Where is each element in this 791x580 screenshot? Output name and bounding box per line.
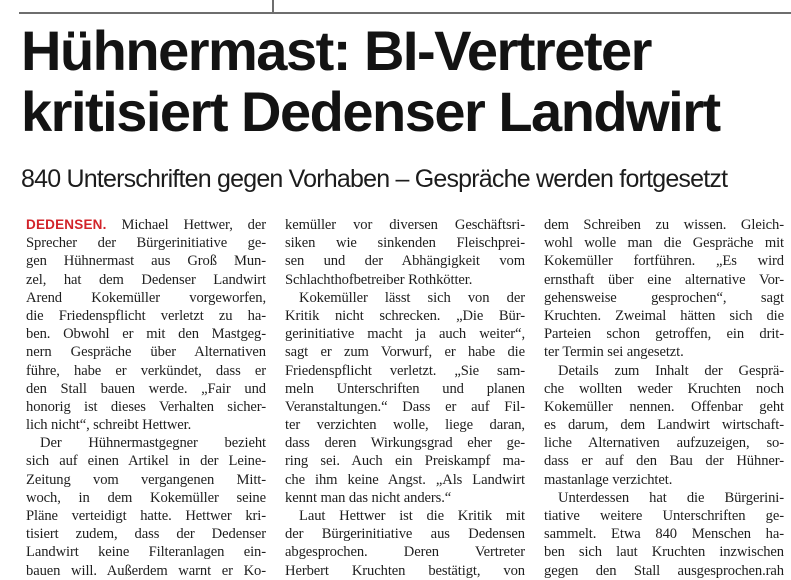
article-line: Details zum Inhalt der Gesprä- bbox=[558, 362, 784, 379]
article-line: ernsthaft über eine alternative Vor- bbox=[544, 271, 784, 288]
paragraph bbox=[285, 216, 525, 289]
article-line: zel, hat dem Dedenser Landwirt bbox=[26, 271, 266, 288]
top-rule bbox=[19, 12, 791, 14]
article-line: wohl wolle man die Gespräche mit bbox=[544, 235, 784, 252]
article-line: gerinitiative macht ja auch weiter“, bbox=[285, 326, 525, 343]
paragraph bbox=[26, 216, 266, 434]
article-line: mastanlage verzichtet. bbox=[544, 471, 673, 488]
article-line: Parteien schon getroffen, ein drit- bbox=[544, 326, 784, 343]
headline bbox=[21, 20, 720, 142]
paragraph bbox=[285, 289, 525, 507]
paragraph bbox=[544, 362, 784, 489]
article-line: Veranstaltungen.“ Dass er auf Fil- bbox=[285, 398, 525, 415]
article-line: che ihm keine Angst. „Als Landwirt bbox=[285, 471, 525, 488]
paragraph bbox=[544, 489, 784, 580]
article-line: Landwirt keine Filteranlagen ein- bbox=[26, 544, 266, 561]
article-line: Pläne verteidigt hatte. Hettwer kri- bbox=[26, 508, 266, 524]
article-line: Sprecher der Bürgerinitiative ge- bbox=[26, 235, 266, 252]
article-line: den Stall bauen werde. „Fair und bbox=[26, 380, 266, 397]
article-line: ben. Obwohl er mit den Mastgeg- bbox=[26, 326, 266, 343]
article-line: tiative weitere Unterschriften ge- bbox=[544, 508, 784, 524]
headline-line-1: Hühnermast: BI-Vertreter bbox=[21, 19, 651, 82]
paragraph bbox=[544, 216, 784, 362]
article-line: gehensweise gesprochen“, sagt bbox=[544, 289, 784, 306]
article-line: meln Unterschriften und planen bbox=[285, 380, 525, 397]
article-line: sich auf einen Artikel in der Leine- bbox=[26, 453, 266, 470]
article-line: ter Termin sei angesetzt. bbox=[544, 344, 684, 361]
article-line: gegen den Stall ausgesprochen.rah bbox=[544, 562, 784, 579]
article-line: Kokemüller lässt sich von der bbox=[299, 289, 525, 306]
article-line: kemüller vor diversen Geschäftsri- bbox=[285, 217, 525, 233]
article-line: Unterdessen hat die Bürgerini- bbox=[558, 489, 784, 506]
article-columns bbox=[26, 216, 784, 580]
article-column bbox=[285, 216, 525, 580]
article-line: nern Gespräche über Alternativen bbox=[26, 344, 266, 361]
article-line: woch, in dem Kokemüller seine bbox=[26, 489, 266, 506]
article-line: DEDENSEN. Michael Hettwer, der bbox=[26, 217, 266, 233]
article-line: sen und der Abhängigkeit vom bbox=[285, 253, 525, 270]
paragraph bbox=[285, 507, 525, 580]
article-line: Laut Hettwer ist die Kritik mit bbox=[299, 508, 525, 524]
article-line: liche Alternativen aufzuzeigen, so- bbox=[544, 435, 784, 452]
article-line: Herbert Kruchten bestätigt, von bbox=[285, 562, 525, 579]
article-line: dass deren Wirkungsgrad eher ge- bbox=[285, 435, 525, 452]
article-line: gen Hühnermast aus Groß Mun- bbox=[26, 253, 266, 270]
article-line: abgesprochen. Deren Vertreter bbox=[285, 544, 525, 561]
article-line: führe, habe er verkündet, dass er bbox=[26, 362, 266, 379]
article-line: Schlachthofbetreiber Rothkötter. bbox=[285, 271, 473, 288]
article-line: lich nicht“, schreibt Hettwer. bbox=[26, 417, 192, 434]
article-line: Kruchten. Zweimal hätten sich die bbox=[544, 307, 784, 324]
subheadline: 840 Unterschriften gegen Vorhaben – Gespräche werden fortgesetzt bbox=[21, 165, 728, 193]
article-line: dem Schreiben zu wissen. Gleich- bbox=[544, 217, 784, 233]
article-line: ben sich laut Kruchten inzwischen bbox=[544, 544, 784, 561]
article-line: Kokemüller nennen. Offenbar geht bbox=[544, 398, 784, 415]
headline-line-2: kritisiert Dedenser Landwirt bbox=[21, 80, 720, 143]
article-line: Der Hühnermastgegner bezieht bbox=[40, 435, 266, 452]
article-line: ring sei. Auch ein Preiskampf ma- bbox=[285, 453, 525, 470]
article-line: sagt er zum Vorwurf, er habe die bbox=[285, 344, 525, 361]
article-column bbox=[26, 216, 266, 580]
article-line: bauen will. Außerdem warnt er Ko- bbox=[26, 562, 266, 579]
article-line: es darum, dem Landwirt wirtschaft- bbox=[544, 417, 784, 434]
article-line: Kokemüller fortführen. „Es wird bbox=[544, 253, 784, 270]
article-line: Arend Kokemüller vorgeworfen, bbox=[26, 289, 266, 306]
article-line: Friedenspflicht verletzt. „Sie sam- bbox=[285, 362, 525, 379]
article-line: honorig ist dieses Verhalten sicher- bbox=[26, 398, 266, 415]
article-line: kennt man das nicht anders.“ bbox=[285, 489, 452, 506]
article-line: siken wie sinkenden Fleischprei- bbox=[285, 235, 525, 252]
article-line: der Bürgerinitiative aus Dedensen bbox=[285, 526, 525, 543]
article-line: tisiert zudem, dass der Dedenser bbox=[26, 526, 266, 543]
article-column bbox=[544, 216, 784, 580]
article-line: che wollten weder Kruchten noch bbox=[544, 380, 784, 397]
article-line: die Friedenspflicht verletzt zu ha- bbox=[26, 307, 266, 324]
paragraph bbox=[26, 434, 266, 580]
article-line: sammelt. Etwa 840 Menschen ha- bbox=[544, 526, 784, 543]
article-line: Kritik nicht schrecken. „Die Bür- bbox=[285, 307, 525, 324]
dateline: DEDENSEN. bbox=[26, 217, 107, 232]
article-line: dass er auf den Bau der Hühner- bbox=[544, 453, 784, 470]
article-line: ter verzichten wolle, liege daran, bbox=[285, 417, 525, 434]
article-line: Zeitung vom vergangenen Mitt- bbox=[26, 471, 266, 488]
